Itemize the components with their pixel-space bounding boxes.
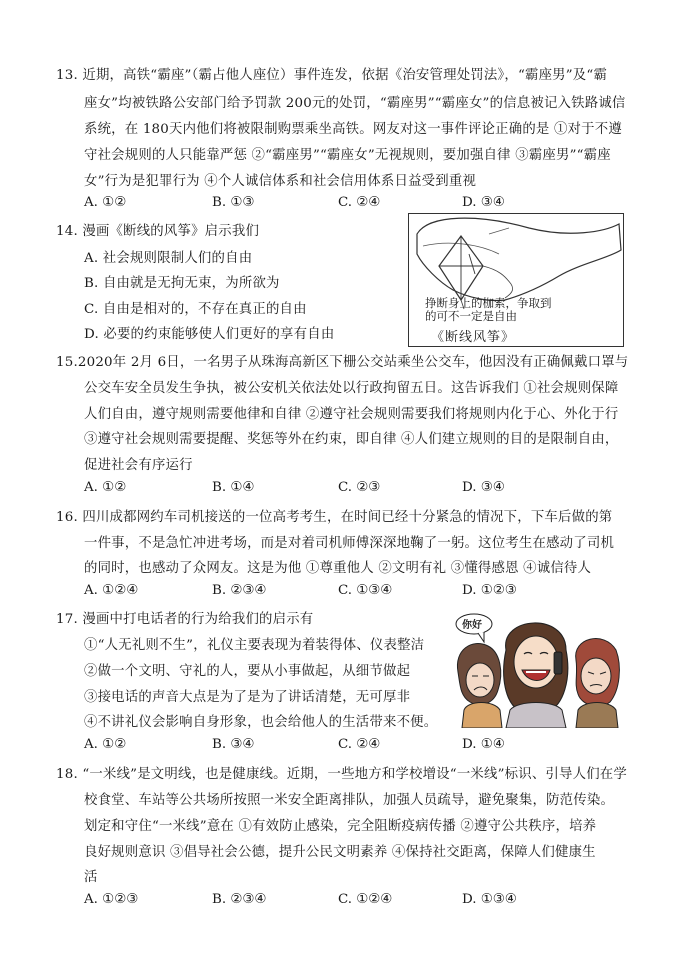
kite-cartoon bbox=[408, 213, 624, 347]
q17-statement-3: ③接电话的声音大点是为了是为了讲话清楚，无可厚非 bbox=[84, 690, 411, 705]
q16-option-a[interactable]: A. ①②④ bbox=[84, 583, 139, 598]
q16-line: 的同时，也感动了众网友。这是为他 ①尊重他人 ②文明有礼 ③懂得感恩 ④诚信待人 bbox=[84, 561, 592, 576]
q14-choice-b[interactable]: B. 自由就是无拘无束，为所欲为 bbox=[84, 276, 280, 291]
q15-option-a[interactable]: A. ①② bbox=[84, 480, 127, 495]
q15-line: 15.2020年 2月 6日，一名男子从珠海高新区下栅公交站乘坐公交车，他因没有正确佩戴口罩与 bbox=[56, 355, 629, 370]
q17-option-a[interactable]: A. ①② bbox=[84, 737, 127, 752]
q13-line: 座女”均被铁路公安部门给予罚款 200元的处罚，“霸座男”“霸座女”的信息被记入铁路诚信 bbox=[84, 96, 626, 111]
q18-option-d[interactable]: D. ①③④ bbox=[462, 892, 517, 907]
q13-line: 系统，在 180天内他们将被限制购票乘坐高铁。网友对这一事件评论正确的是 ①对于不遵 bbox=[84, 122, 622, 137]
q16-line: 一件事，不是急忙冲进考场，而是对着司机师傅深深地鞠了一躬。这位考生在感动了司机 bbox=[84, 536, 615, 551]
q13-line: 13. 近期，高铁“霸座”（霸占他人座位）事件连发，依据《治安管理处罚法》，“霸座男”及“霸 bbox=[56, 68, 608, 83]
q14-choice-a[interactable]: A. 社会规则限制人们的自由 bbox=[84, 251, 253, 266]
q15-option-c[interactable]: C. ②③ bbox=[338, 480, 381, 495]
kite-caption-line-1: 挣断身上的枷索，争取到 bbox=[425, 296, 552, 310]
q16-line: 16. 四川成都网约车司机接送的一位高考考生，在时间已经十分紧急的情况下，下车后做的第 bbox=[56, 510, 613, 525]
q13-line: 女”行为是犯罪行为 ④个人诚信体系和社会信用体系日益受到重视 bbox=[84, 174, 477, 189]
q17-option-c[interactable]: C. ②④ bbox=[338, 737, 381, 752]
q13-option-a[interactable]: A. ①② bbox=[84, 195, 127, 210]
q17-statement-1: ①“人无礼则不生”，礼仪主要表现为着装得体、仪表整洁 bbox=[84, 638, 425, 653]
phone-cartoon-drawing bbox=[454, 610, 622, 728]
q18-line: 活 bbox=[84, 870, 98, 885]
q15-line: ③遵守社会规则需要提醒、奖惩等外在约束，即自律 ④人们建立规则的目的是限制自由， bbox=[84, 432, 619, 447]
q17-option-d[interactable]: D. ①④ bbox=[462, 737, 505, 752]
q16-option-b[interactable]: B. ②③④ bbox=[212, 583, 267, 598]
q14-stem: 14. 漫画《断线的风筝》启示我们 bbox=[56, 224, 260, 239]
q15-option-b[interactable]: B. ①④ bbox=[212, 480, 255, 495]
q18-option-b[interactable]: B. ②③④ bbox=[212, 892, 267, 907]
q15-option-d[interactable]: D. ③④ bbox=[462, 480, 505, 495]
q18-option-c[interactable]: C. ①②④ bbox=[338, 892, 393, 907]
q15-line: 公交车安全员发生争执，被公安机关依法处以行政拘留五日。这告诉我们 ①社会规则保障 bbox=[84, 381, 619, 396]
kite-caption-line-2: 的可不一定是自由 bbox=[425, 309, 517, 323]
phone-cartoon bbox=[454, 610, 622, 728]
kite-title: 《断线风筝》 bbox=[431, 330, 516, 345]
q17-option-b[interactable]: B. ③④ bbox=[212, 737, 255, 752]
q17-statement-4: ④不讲礼仪会影响自身形象，也会给他人的生活带来不便。 bbox=[84, 715, 438, 730]
q13-option-c[interactable]: C. ②④ bbox=[338, 195, 381, 210]
q18-line: 良好规则意识 ③倡导社会公德，提升公民文明素养 ④保持社交距离，保障人们健康生 bbox=[84, 845, 596, 860]
q18-line: 18. “一米线”是文明线，也是健康线。近期，一些地方和学校增设“一米线”标识、引导人们在学 bbox=[56, 767, 627, 782]
q18-line: 划定和守住“一米线”意在 ①有效防止感染，完全阻断疫病传播 ②遵守公共秩序，培养 bbox=[84, 819, 597, 834]
q13-option-d[interactable]: D. ③④ bbox=[462, 195, 505, 210]
q17-stem: 17. 漫画中打电话者的行为给我们的启示有 bbox=[56, 612, 314, 627]
q13-option-b[interactable]: B. ①③ bbox=[212, 195, 255, 210]
q14-choice-d[interactable]: D. 必要的约束能够使人们更好的享有自由 bbox=[84, 327, 335, 342]
q16-option-c[interactable]: C. ①③④ bbox=[338, 583, 393, 598]
phone-cartoon-bubble-text: 你好 bbox=[462, 620, 482, 631]
q14-choice-c[interactable]: C. 自由是相对的，不存在真正的自由 bbox=[84, 302, 307, 317]
q15-line: 人们自由，遵守规则需要他律和自律 ②遵守社会规则需要我们将规则内化于心、外化于行 bbox=[84, 407, 619, 422]
q16-option-d[interactable]: D. ①②③ bbox=[462, 583, 517, 598]
q13-line: 守社会规则的人只能靠严惩 ②“霸座男”“霸座女”无视规则，要加强自律 ③霸座男”“霸座 bbox=[84, 148, 611, 163]
q15-line: 促进社会有序运行 bbox=[84, 458, 193, 473]
q17-statement-2: ②做一个文明、守礼的人，要从小事做起，从细节做起 bbox=[84, 664, 411, 679]
q18-option-a[interactable]: A. ①②③ bbox=[84, 892, 139, 907]
q18-line: 校食堂、车站等公共场所按照一米安全距离排队，加强人员疏导，避免聚集，防范传染。 bbox=[84, 793, 615, 808]
